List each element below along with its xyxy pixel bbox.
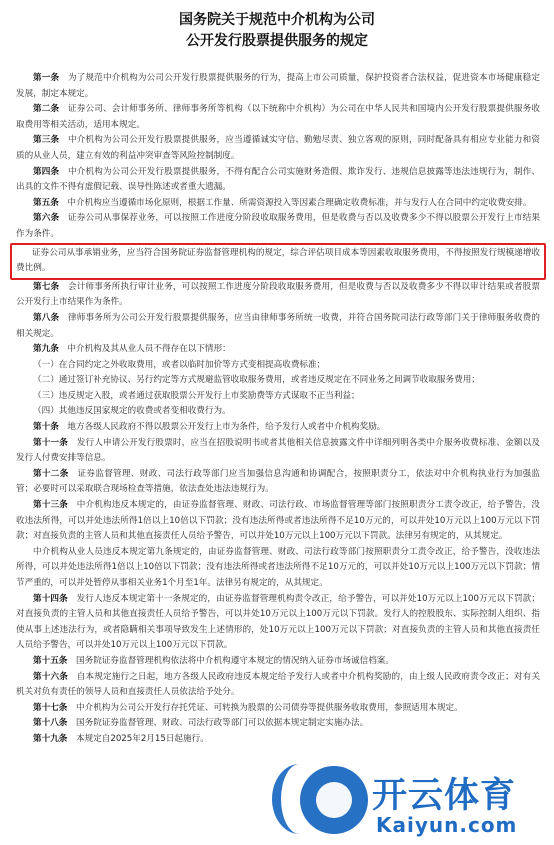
article-paragraph [16,420,540,436]
article-label: 第十二条 [33,468,69,479]
article-label: 第一条 [33,73,60,83]
article-paragraph [16,71,540,102]
article-label: 第五条 [33,197,59,208]
article-paragraph [16,732,540,748]
article-label: 第十一条 [33,437,68,448]
article-label: 第十条 [33,422,59,433]
article-text: 地方各级人民政府不得以股票公开发行上市为条件，给予发行人或者中介机构奖励。 [67,422,386,433]
article-paragraph [16,102,540,133]
article-text: 为了规范中介机构为公司公开发行股票提供服务的行为，提高上市公司质量，保护投资者合法权益，促进资本市场健康稳定发展，制定本规定。 [16,73,540,99]
list-item: （一）在合同约定之外收取费用，或者以临时加价等方式变相提高收费标准； [33,359,326,370]
watermark-logo [268,760,554,845]
article-label: 第十五条 [33,655,68,666]
article-paragraph [16,211,540,242]
articles-section-b [16,280,540,358]
watermark-url-text: Kaiyun.com [376,813,518,837]
article-text: 中介机构为公司公开发行股票提供服务，不得有配合公司实施财务造假、欺诈发行、违规信息披露等违法违规行为，制作、出具的文件不得有虚假记载、误导性陈述或者重大遗漏。 [16,166,540,193]
article-paragraph [16,716,540,732]
article-text: 自本规定施行之日起，地方各级人民政府违反本规定给予发行人或者中介机构奖励的，由上级人民政府责令改正；对有关机关对负有责任的领导人员和直接责任人员依法给予处分。 [16,671,540,698]
article-text: 本规定自2025年2月15日起施行。 [76,733,209,744]
article-text: 中介机构及其从业人员不得存在以下情形： [67,344,231,355]
highlighted-paragraph [10,243,546,280]
article-label: 第十八条 [33,718,68,729]
article-label: 第六条 [33,213,60,224]
article-label: 第八条 [33,312,60,323]
document-body [16,71,540,748]
article-label: 第二条 [33,104,60,115]
article-text: 会计师事务所执行审计业务，可以按照工作进度分阶段收取服务费用，但是收费与否以及收费多少不得以审计结果或者股票公开发行上市结果作为条件。 [16,281,540,308]
article-paragraph [16,670,540,701]
article-paragraph [16,467,540,498]
list-item: （四）其他违反国家规定的收费或者变相收费行为。 [33,406,231,417]
article-label: 第三条 [33,135,60,146]
highlighted-paragraph-text: 证券公司从事承销业务，应当符合国务院证券监督管理机构的规定，综合评估项目成本等因素收取服务费用，不得按照发行规模递增收费比例。 [16,247,540,274]
article-paragraph [16,342,540,358]
article-text: 证券公司从事保荐业务，可以按照工作进度分阶段收取服务费用，但是收费与否以及收费多少不得以股票公开发行上市结果作为条件。 [16,213,540,239]
article-text: 证券监督管理、财政、司法行政等部门应当加强信息沟通和协调配合，按照职责分工，依法对中介机构执业行为加强监管；必要时可以采取联合现场检查等措施，依法查处违法违规行为。 [16,468,540,495]
list-item: （三）违反规定入股，或者通过获取股票公开发行上市奖励费等方式谋取不正当利益； [33,390,360,401]
article-paragraph [16,280,540,311]
watermark-brand-text: 开云体育 [372,776,517,816]
article-paragraph [16,165,540,196]
plain-paragraph: 中介机构从业人员违反本规定第九条规定的，由证券监督管理、财政、司法行政等部门按照职责分工责令改正，给予警告，没收违法所得，可以并处违法所得1倍以上10倍以下罚款；没有违法所得或者违法所得不足10万元的，可以并处10万元以上100万元以下罚款；情节严重的，可以并处暂停从事相关业务1个月至1年。法律另有规定的，从其规定。 [16,546,540,588]
article-paragraph [16,436,540,467]
article-label: 第十九条 [33,733,68,744]
articles-section-d [16,592,540,748]
article-text: 中介机构违反本规定的，由证券监督管理、财政、司法行政、市场监督管理等部门按照职责分工责令改正，给予警告，没收违法所得，可以并处违法所得1倍以上10倍以下罚款；没有违法所得或者违法所得不足10万元的，可以并处10万元以上100万元以下罚款；对直接负责的主管人员和其他直接责任人员给予警告，可以并处10万元以上100万元以下罚款。法律另有规定的，从其规定。 [16,500,540,542]
article-text: 国务院证券监督管理、财政、司法行政等部门可以依据本规定制定实施办法。 [76,718,369,729]
document-title-line-1: 国务院关于规范中介机构为公司 [179,12,375,28]
list-item: （二）通过签订补充协议、另行约定等方式规避监管收取服务费用，或者违反规定在不同业务之间调节收取服务费用； [33,375,480,386]
article-paragraph [16,311,540,342]
article-text: 中介机构应当遵循市场化原则，根据工作量、所需资源投入等因素合理确定收费标准，并与发行人在合同中约定收费安排。 [67,197,532,208]
article-label: 第十六条 [33,671,68,682]
article-label: 第十三条 [33,500,68,511]
article-paragraph [16,133,540,164]
article-label: 第九条 [33,344,59,355]
article-paragraph [16,196,540,212]
watermark-ball-icon [316,782,352,818]
articles-section-a [16,71,540,243]
article-text: 律师事务所为公司公开发行股票提供服务，应当由律师事务所统一收费，并符合国务院司法行政等部门关于律师服务收费的相关规定。 [16,312,540,339]
article-text: 发行人违反本规定第十一条规定的，由证券监督管理机构责令改正，给予警告，可以并处10万元以上100万元以下罚款；对直接负责的主管人员和其他直接责任人员给予警告，可以并处10万元以上100万元以下罚款。发行人的控股股东、实际控制人组织、指使从事上述违法行为，或者隐瞒相关事项导致发生上述情形的，处10万元以上100万元以下罚款；对直接负责的主管人员和其他直接责任人员给予警告，可以并处10万元以上100万元以下罚款。 [16,593,540,651]
article-label: 第十四条 [33,593,68,604]
articles-section-c [16,420,540,545]
article-9-items [16,358,540,420]
article-text: 证券公司、会计师事务所、律师事务所等机构（以下统称中介机构）为公司在中华人民共和国境内公开发行股票提供服务收取费用等相关活动，适用本规定。 [16,104,540,130]
article-text: 国务院证券监督管理机构依法将中介机构遵守本规定的情况纳入证券市场诚信档案。 [76,655,394,666]
article-label: 第四条 [33,166,60,177]
article-paragraph [16,701,540,717]
article-paragraph [16,592,540,654]
article-label: 第十七条 [33,702,68,713]
article-text: 中介机构为公司公开发行股票提供服务，应当遵循诚实守信、勤勉尽责、独立客观的原则，同时配备具有相应专业能力和资质的从业人员，建立有效的利益冲突审查等风险控制制度。 [16,135,540,161]
article-paragraph [16,498,540,545]
article-text: 发行人申请公开发行股票时，应当在招股说明书或者其他相关信息披露文件中详细列明各类中介服务收费标准、金额以及发行人付费安排等信息。 [16,437,540,464]
document-title-line-2: 公开发行股票提供服务的规定 [186,33,368,49]
article-text: 中介机构为公司公开发行存托凭证、可转换为股票的公司债券等提供服务收取费用，参照适用本规定。 [76,702,463,713]
article-label: 第七条 [33,281,60,292]
article-paragraph [16,654,540,670]
